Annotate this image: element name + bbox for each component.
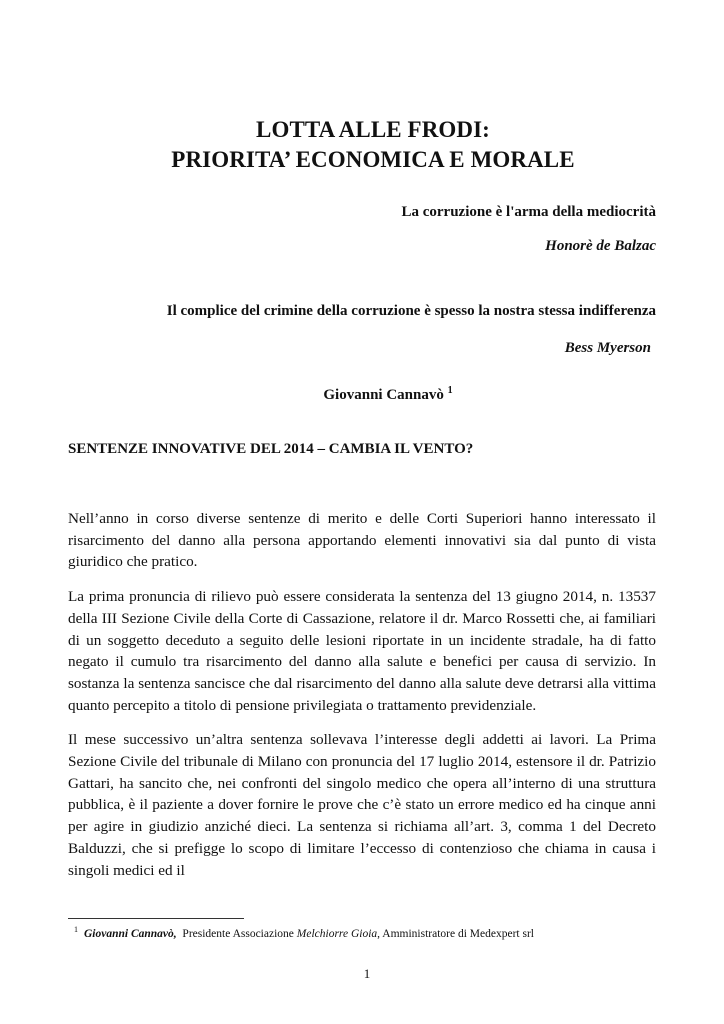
title-line-1: LOTTA ALLE FRODI:: [256, 117, 490, 142]
epigraph-quote-2: Il complice del crimine della corruzione è spesso la nostra stessa indifferenza: [166, 303, 656, 319]
paragraph: Nell’anno in corso diverse sentenze di merito e delle Corti Superiori hanno interessato il risarcimento del danno alla persona apportando elementi innovativi sia dal punto di vista giuridico che pratico.: [68, 510, 656, 571]
epigraph-quote-1: La corruzione è l'arma della mediocrità: [401, 204, 656, 220]
body-text: [68, 508, 656, 894]
byline-author: Giovanni Cannavò: [323, 387, 444, 403]
footnote-association: Melchiorre Gioia: [296, 927, 378, 940]
paragraph: Il mese successivo un’altra sentenza sollevava l’interesse degli addetti ai lavori. La Prima Sezione Civile del tribunale di Milano con pronuncia del 17 luglio 2014, estensore il dr. Patrizio Gattari, ha sancito che, nei confronti del singolo medico che opera all’interno di una struttura pubblica, è il paziente a dover fornire le prove che c’è stato un errore medico ed ha cinque anni per agire in giudizio anziché dieci. La sentenza si richiama all’art. 3, comma 1 del Decreto Balduzzi, che si prefigge lo scopo di limitare l’eccesso di contenzioso che chiama in causa i singoli medici ed il: [68, 731, 656, 879]
footnote-text-after: , Amministratore di Medexpert srl: [377, 927, 534, 940]
epigraph-author-1: Honorè de Balzac: [545, 238, 656, 254]
paragraph: La prima pronuncia di rilievo può essere considerata la sentenza del 13 giugno 2014, n. 13537 della III Sezione Civile della Corte di Cassazione, relatore il dr. Marco Rossetti che, ai familiari di un soggetto deceduto a seguito delle lesioni riportate in un incidente stradale, ha di fatto negato il cumulo tra risarcimento del danno alla salute e benefici per causa di servizio. In sostanza la sentenza sancisce che dal risarcimento del danno alla salute deve detrarsi alla vittima quanto percepito a titolo di pensione privilegiata o trattamento previdenziale.: [68, 588, 656, 714]
footnote-text-before: Presidente Associazione: [176, 927, 297, 940]
footnote: [68, 925, 534, 940]
footnote-reference[interactable]: 1: [447, 385, 453, 396]
footnote-divider: [68, 918, 244, 919]
section-heading: SENTENZE INNOVATIVE DEL 2014 – CAMBIA IL VENTO?: [68, 441, 474, 457]
byline: [0, 387, 724, 404]
footnote-name: Giovanni Cannavò,: [84, 927, 177, 940]
footnote-number: 1: [74, 925, 78, 934]
page-number: 1: [363, 966, 371, 981]
title-line-2: PRIORITA’ ECONOMICA E MORALE: [171, 147, 575, 172]
epigraph-author-2: Bess Myerson: [564, 340, 651, 356]
